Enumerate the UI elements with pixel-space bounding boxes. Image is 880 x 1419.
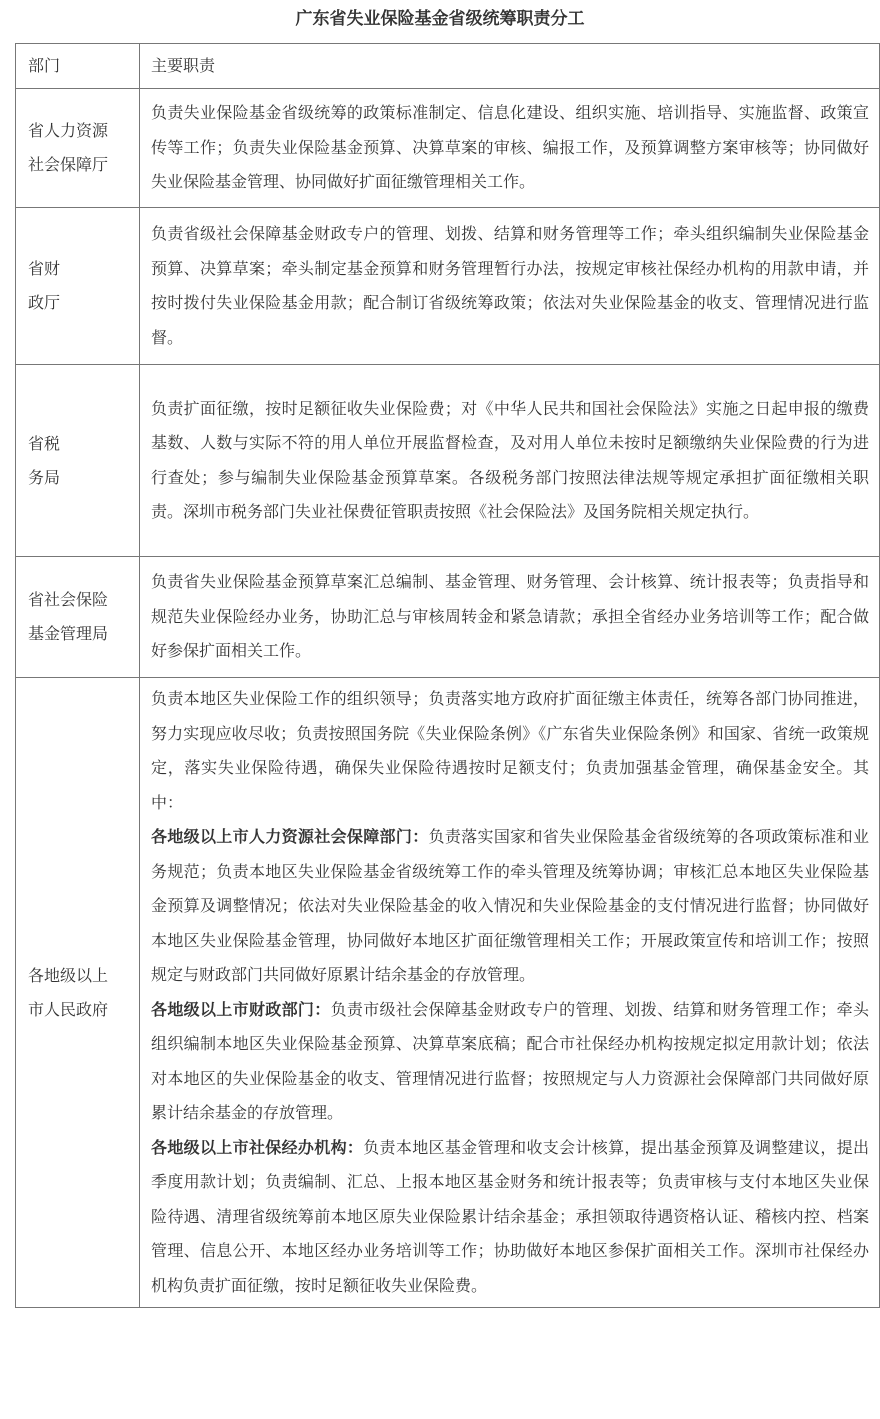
duty-item-lead: 各地级以上市社保经办机构： [151,1137,364,1157]
dept-cell [16,208,140,365]
duty-item-lead: 各地级以上市人力资源社会保障部门： [151,827,429,846]
duty-item-text: 负责本地区基金管理和收支会计核算，提出基金预算及调整建议，提出季度用款计划；负责编制、汇总、上报本地区基金财务和统计报表等；负责审核与支付本地区失业保险待遇、清理省级统筹前本地区原失业保险累计结余基金；承担领取待遇资格认证、稽核内控、档案管理、信息公开、本地区经办业务培训等工作；协助做好本地区参保扩面相关工作。深圳市社保经办机构负责扩面征缴，按时足额征收失业保险费。 [151,1137,869,1295]
table-row [16,557,880,678]
duty-intro: 负责本地区失业保险工作的组织领导；负责落实地方政府扩面征缴主体责任，统筹各部门协同推进，努力实现应收尽收；负责按照国务院《失业保险条例》《广东省失业保险条例》和国家、省统一政策规定，落实失业保险待遇，确保失业保险待遇按时足额支付；负责加强基金管理，确保基金安全。其中： [151,689,869,812]
table-row [16,208,880,365]
table-row [16,678,880,1308]
duty-item [151,820,869,993]
dept-cell [16,678,140,1308]
table-row [16,365,880,557]
dept-cell [16,365,140,557]
dept-line: 各地级以上 [28,965,109,985]
dept-line: 政厅 [28,293,61,312]
duty-item-lead: 各地级以上市财政部门： [151,999,331,1019]
dept-line: 省税 [28,433,61,453]
dept-line: 省社会保险 [28,590,109,609]
duty-item [151,1131,869,1304]
duty-item [151,993,869,1131]
duty-table [15,43,880,1308]
header-duty: 主要职责 [140,44,880,89]
dept-line: 省财 [28,259,61,278]
duty-cell: 负责扩面征缴，按时足额征收失业保险费；对《中华人民共和国社会保险法》实施之日起申报的缴费基数、人数与实际不符的用人单位开展监督检查，及对用人单位未按时足额缴纳失业保险费的行为进行查处；参与编制失业保险基金预算草案。各级税务部门按照法律法规等规定承担扩面征缴相关职责。深圳市税务部门失业社保费征管职责按照《社会保险法》及国务院相关规定执行。 [140,365,880,557]
dept-cell [16,89,140,208]
duty-cell [140,678,880,1308]
duty-cell: 负责失业保险基金省级统筹的政策标准制定、信息化建设、组织实施、培训指导、实施监督、政策宣传等工作；负责失业保险基金预算、决算草案的审核、编报工作，及预算调整方案审核等；协同做好失业保险基金管理、协同做好扩面征缴管理相关工作。 [140,89,880,208]
duty-cell: 负责省失业保险基金预算草案汇总编制、基金管理、财务管理、会计核算、统计报表等；负责指导和规范失业保险经办业务，协助汇总与审核周转金和紧急请款；承担全省经办业务培训等工作；配合做好参保扩面相关工作。 [140,557,880,678]
dept-line: 省人力资源 [28,121,109,140]
dept-line: 社会保障厅 [28,155,109,174]
table-header-row [16,44,880,89]
document-title: 广东省失业保险基金省级统筹职责分工 [295,9,585,29]
duty-cell: 负责省级社会保障基金财政专户的管理、划拨、结算和财务管理等工作；牵头组织编制失业保险基金预算、决算草案；牵头制定基金预算和财务管理暂行办法，按规定审核社保经办机构的用款申请，并按时拨付失业保险基金用款；配合制订省级统筹政策；依法对失业保险基金的收支、管理情况进行监督。 [140,208,880,365]
duty-item-text: 负责市级社会保障基金财政专户的管理、划拨、结算和财务管理工作；牵头组织编制本地区失业保险基金预算、决算草案底稿；配合市社保经办机构按规定拟定用款计划；依法对本地区的失业保险基金的收支、管理情况进行监督；按照规定与人力资源社会保障部门共同做好原累计结余基金的存放管理。 [151,999,869,1122]
dept-cell [16,557,140,678]
dept-line: 市人民政府 [28,999,109,1019]
header-dept: 部门 [16,44,140,89]
dept-line: 基金管理局 [28,624,109,643]
dept-line: 务局 [28,467,61,487]
table-row [16,89,880,208]
duty-item-text: 负责落实国家和省失业保险基金省级统筹的各项政策标准和业务规范；负责本地区失业保险基金省级统筹工作的牵头管理及统筹协调；审核汇总本地区失业保险基金预算及调整情况；依法对失业保险基金的收入情况和失业保险基金的支付情况进行监督；协同做好本地区失业保险基金管理，协同做好本地区扩面征缴管理相关工作；开展政策宣传和培训工作；按照规定与财政部门共同做好原累计结余基金的存放管理。 [151,827,869,984]
